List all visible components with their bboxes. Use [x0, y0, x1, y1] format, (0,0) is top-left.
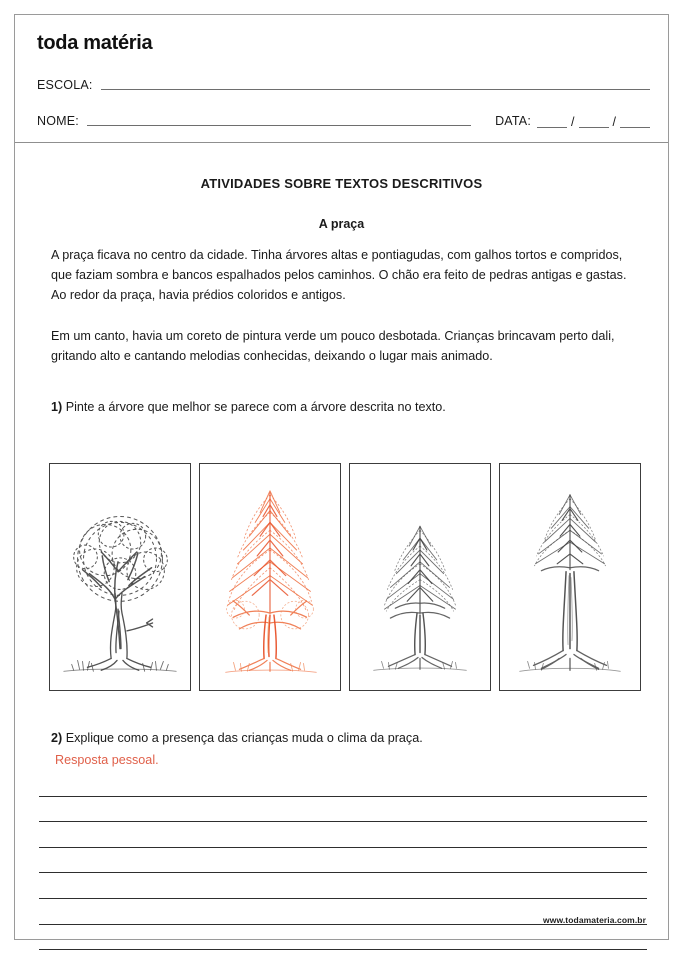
date-year-input[interactable]: [620, 116, 650, 128]
school-label: ESCOLA:: [37, 78, 93, 92]
question-2-text: Explique como a presença das crianças muda o clima da praça.: [62, 731, 423, 745]
short-pine-tree-icon: [350, 464, 490, 690]
conical-pine-tree-icon: [200, 464, 340, 690]
tree-option-3[interactable]: [349, 463, 491, 691]
question-2-number: 2): [51, 731, 63, 745]
question-2: [51, 729, 423, 747]
gnarled-oak-tree-icon: [50, 464, 190, 690]
date-label: DATA:: [495, 114, 532, 128]
student-info-header: [15, 15, 668, 143]
name-date-field-row: [37, 108, 650, 128]
tree-option-group: [49, 463, 641, 691]
date-field-group: [495, 114, 650, 128]
reading-text-title: A praça: [318, 217, 365, 231]
worksheet-content: [15, 143, 668, 767]
reading-paragraph-1: A praça ficava no centro da cidade. Tinha árvores altas e pontiagudas, com galhos tortos e compridos, que faziam sombra e bancos espalhados pelos caminhos. O chão era feito de pedras antigas e gastas. Ao redor da praça, havia prédios coloridos e antigos.: [51, 248, 627, 302]
reading-paragraph-2: Em um canto, havia um coreto de pintura verde um pouco desbotada. Crianças brincavam perto dali, gritando alto e cantando melodias conhecidas, deixando o lugar mais animado.: [51, 329, 615, 363]
school-input-line[interactable]: [101, 89, 650, 90]
school-field-row: [37, 72, 650, 92]
tree-option-2[interactable]: [199, 463, 341, 691]
tall-pine-tree-icon: [500, 464, 640, 690]
name-label: NOME:: [37, 114, 79, 128]
question-2-answer-key: Resposta pessoal.: [55, 753, 159, 767]
question-1: [51, 398, 632, 416]
answer-line[interactable]: [39, 797, 647, 823]
answer-line[interactable]: [39, 771, 647, 797]
tree-option-4[interactable]: [499, 463, 641, 691]
question-1-number: 1): [51, 400, 63, 414]
answer-line[interactable]: [39, 848, 647, 874]
answer-line[interactable]: [39, 822, 647, 848]
date-day-input[interactable]: [537, 116, 567, 128]
date-separator-1: /: [571, 115, 575, 129]
footer-url: www.todamateria.com.br: [543, 915, 646, 925]
question-1-text: Pinte a árvore que melhor se parece com a árvore descrita no texto.: [62, 400, 446, 414]
tree-option-1[interactable]: [49, 463, 191, 691]
date-month-input[interactable]: [579, 116, 609, 128]
date-separator-2: /: [612, 115, 616, 129]
name-input-line[interactable]: [87, 125, 471, 126]
activity-title: ATIVIDADES SOBRE TEXTOS DESCRITIVOS: [200, 176, 483, 191]
worksheet-page: [14, 14, 669, 940]
brand-logo: toda matéria: [37, 32, 153, 54]
answer-line[interactable]: [39, 925, 647, 951]
answer-line[interactable]: [39, 873, 647, 899]
